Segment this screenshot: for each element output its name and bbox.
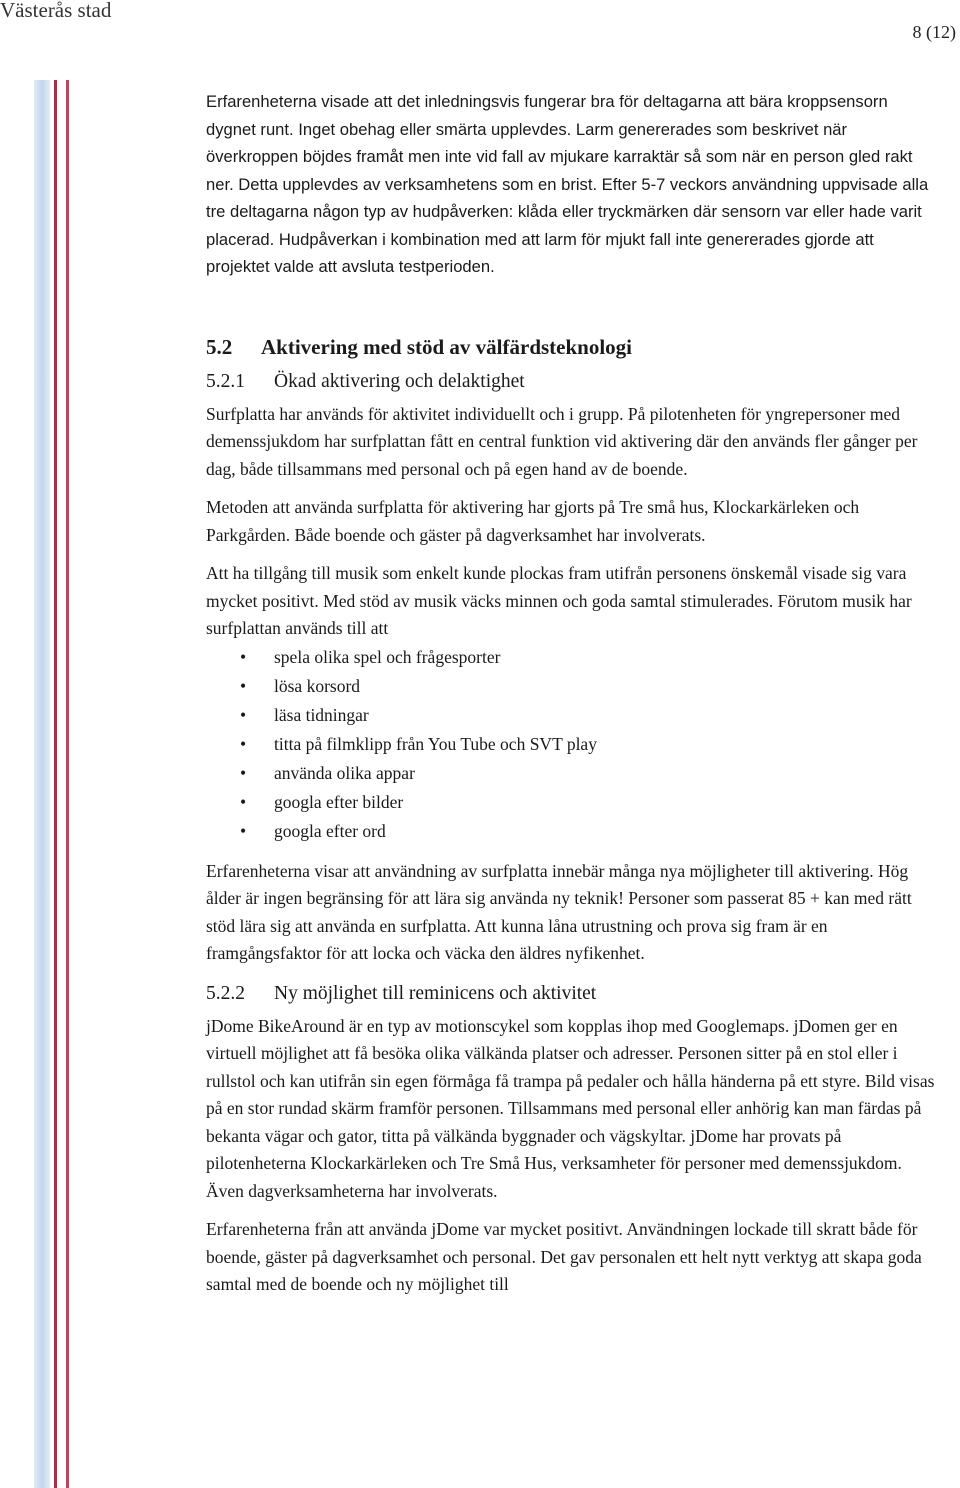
section-title: Aktivering med stöd av välfärdsteknologi xyxy=(261,334,633,359)
list-item: • googla efter bilder xyxy=(206,788,936,817)
closing-paragraph: Erfarenheterna visar att användning av surfplatta innebär många nya möjligheter till aktivering. Hög ålder är ingen begränsing för att lära sig använda ny teknik! Personer som passerat 85 + kan med rätt stöd lära sig att använda en surfplatta. Att kunna låna utrustning och prova sig fram är en framgångsfaktor för att locka och väcka den äldres nyfikenhet. xyxy=(206,860,912,963)
decorative-stripe-red xyxy=(54,80,57,1488)
organization-name: Västerås stad xyxy=(0,0,112,22)
subsection-number-1: 5.2.1 xyxy=(206,370,245,392)
section-number: 5.2 xyxy=(206,334,233,359)
paragraph: jDome BikeAround är en typ av motionscykel som kopplas ihop med Googlemaps. jDomen ger en virtuell möjlighet att få besöka olika välkända platser och adresser. Personen sitter på en stol eller i rullstol och kan utifrån sin egen förmåga få trampa på pedaler och hålla händerna på ett styre. Bild visas på en stor rundad skärm framför personen. Tillsammans med personal eller anhörig kan man färdas på bekanta vägar och gator, titta på välkända byggnader och vägskyltar. jDome har provats på pilotenheterna Klockarkärleken och Tre Små Hus, verksamheter för personer med demenssjukdom. Även dagverksamheterna har involverats. xyxy=(206,1015,935,1201)
document-body xyxy=(206,88,936,1299)
paragraph: Metoden att använda surfplatta för aktivering har gjorts på Tre små hus, Klockarkärleken och Parkgården. Både boende och gäster på dagverksamhet har involverats. xyxy=(206,497,860,545)
list-item: • använda olika appar xyxy=(206,759,936,788)
activity-list xyxy=(206,643,936,846)
paragraph: Erfarenheterna från att använda jDome var mycket positivt. Användningen lockade till skratt både för boende, gäster på dagverksamhet och personal. Det gav personalen ett helt nytt verktyg att skapa goda samtal med de boende och ny möjlighet till xyxy=(206,1219,922,1294)
paragraph: Att ha tillgång till musik som enkelt kunde plockas fram utifrån personens önskemål visade sig vara mycket positivt. Med stöd av musik väcks minnen och goda samtal stimulerades. Förutom musik har surfplattan används till att xyxy=(206,563,912,638)
bullet-icon: • xyxy=(240,820,247,841)
subsection-title-1: Ökad aktivering och delaktighet xyxy=(274,370,525,392)
subsection-number-2: 5.2.2 xyxy=(206,982,245,1004)
decorative-stripe-red-2 xyxy=(66,80,69,1488)
bullet-icon: • xyxy=(240,733,247,754)
list-item: • googla efter ord xyxy=(206,817,936,846)
list-item: • spela olika spel och frågesporter xyxy=(206,643,936,672)
page-number: 8 (12) xyxy=(912,22,956,42)
paragraph: Surfplatta har används för aktivitet individuellt och i grupp. På pilotenheten för yngrepersoner med demenssjukdom har surfplattan fått en central funktion vid aktivering där den används fler gånger per dag, både tillsammans med personal och på egen hand av de boende. xyxy=(206,403,918,479)
section-heading xyxy=(206,331,936,363)
bullet-icon: • xyxy=(240,704,247,725)
bullet-icon: • xyxy=(240,675,247,696)
subsection-heading-1 xyxy=(206,367,936,397)
bullet-icon: • xyxy=(240,762,247,783)
list-item: • läsa tidningar xyxy=(206,701,936,730)
subsection-heading-2 xyxy=(206,979,936,1009)
intro-paragraph: Erfarenheterna visade att det inledningsvis fungerar bra för deltagarna att bära kroppsensorn dygnet runt. Inget obehag eller smärta upplevdes. Larm genererades som beskrivet när överkroppen böjdes framåt men inte vid fall av mjukare karraktär så som när en person gled rakt ner. Detta upplevdes av verksamhetens som en brist. Efter 5-7 veckors användning uppvisade alla tre deltagarna någon typ av hudpåverken: klåda eller tryckmärken där sensorn var eller hade varit placerad. Hudpåverkan i kombination med att larm för mjukt fall inte genererades gjorde att projektet valde att avsluta testperioden. xyxy=(206,92,929,276)
subsection-title-2: Ny möjlighet till reminicens och aktivitet xyxy=(274,982,597,1004)
list-item: • titta på filmklipp från You Tube och SVT play xyxy=(206,730,936,759)
decorative-stripe-blue xyxy=(34,80,50,1488)
list-item: • lösa korsord xyxy=(206,672,936,701)
bullet-icon: • xyxy=(240,646,247,667)
bullet-icon: • xyxy=(240,791,247,812)
